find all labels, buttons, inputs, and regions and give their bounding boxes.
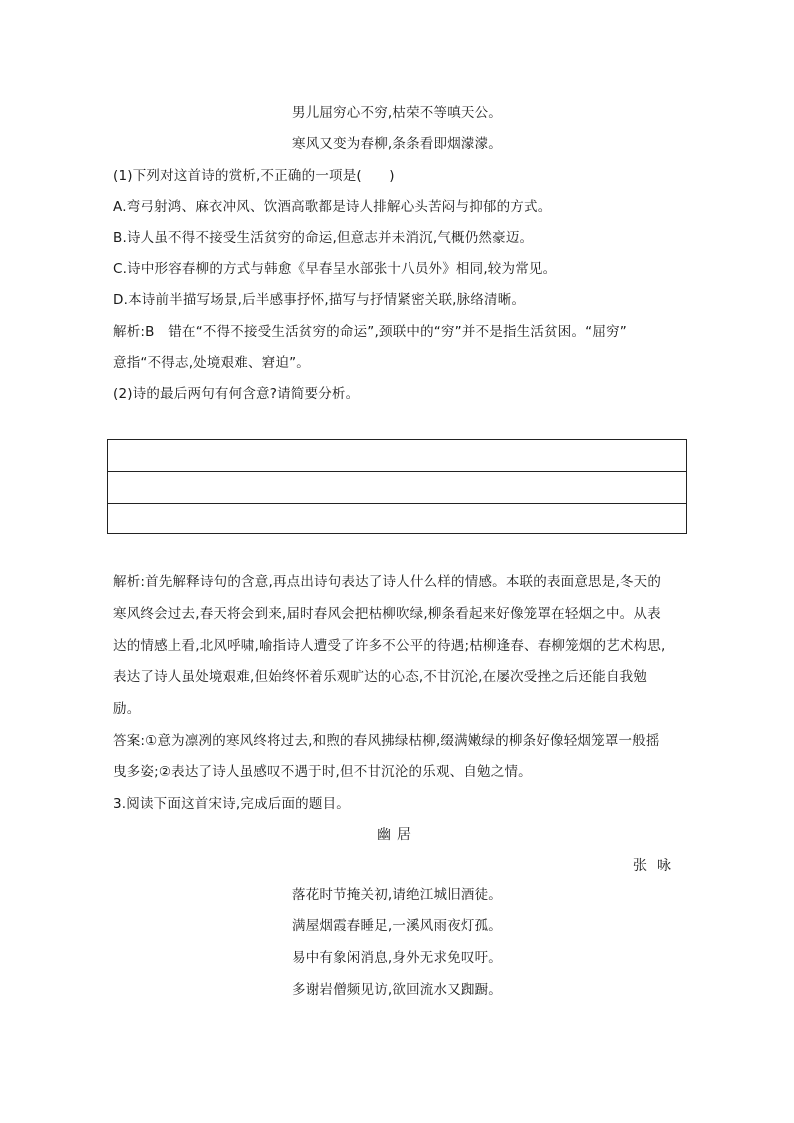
poem2-line-2: 满屋烟霞春睡足,一溪风雨夜灯孤。 bbox=[292, 918, 502, 934]
poem2-line-4: 多谢岩僧频见访,欲回流水又踟蹰。 bbox=[292, 982, 502, 998]
q1-analysis-line-1: 解析:B 错在“不得不接受生活贫穷的命运”,颈联中的“穷”并不是指生活贫困。“屈穷” bbox=[113, 324, 627, 340]
question-2-stem: (2)诗的最后两句有何含意?请简要分析。 bbox=[113, 386, 360, 402]
poem-line-2: 寒风又变为春柳,条条看即烟濛濛。 bbox=[292, 136, 502, 152]
q2-analysis-line-3: 达的情感上看,北风呼啸,喻指诗人遭受了许多不公平的待遇;枯柳逢春、春柳笼烟的艺术构思, bbox=[113, 638, 666, 654]
answer-rule-2 bbox=[108, 503, 686, 504]
question-3-stem: 3.阅读下面这首宋诗,完成后面的题目。 bbox=[113, 796, 350, 812]
poem2-line-1: 落花时节掩关初,请绝江城旧酒徒。 bbox=[292, 887, 502, 903]
q2-analysis-line-1: 解析:首先解释诗句的含意,再点出诗句表达了诗人什么样的情感。本联的表面意思是,冬天的 bbox=[113, 574, 662, 590]
answer-lines-box[interactable] bbox=[107, 439, 687, 534]
q2-analysis-line-5: 励。 bbox=[113, 701, 141, 717]
answer-rule-1 bbox=[108, 471, 686, 472]
poem-author: 张咏 bbox=[633, 858, 681, 874]
poem-line-1: 男儿屈穷心不穷,枯荣不等嗔天公。 bbox=[292, 105, 502, 121]
poem2-line-3: 易中有象闲消息,身外无求免叹吁。 bbox=[292, 950, 502, 966]
option-d: D.本诗前半描写场景,后半感事抒怀,描写与抒情紧密关联,脉络清晰。 bbox=[113, 292, 526, 308]
poem-title: 幽居 bbox=[377, 827, 417, 843]
option-a: A.弯弓射鸿、麻衣冲风、饮酒高歌都是诗人排解心头苦闷与抑郁的方式。 bbox=[113, 199, 552, 215]
q2-answer-line-1: 答案:①意为凛冽的寒风终将过去,和煦的春风拂绿枯柳,缀满嫩绿的柳条好像轻烟笼罩一般摇 bbox=[113, 733, 660, 749]
q2-analysis-line-4: 表达了诗人虽处境艰难,但始终怀着乐观旷达的心态,不甘沉沦,在屡次受挫之后还能自我勉 bbox=[113, 669, 648, 685]
q2-analysis-line-2: 寒风终会过去,春天将会到来,届时春风会把枯柳吹绿,柳条看起来好像笼罩在轻烟之中。从表 bbox=[113, 606, 661, 622]
option-b: B.诗人虽不得不接受生活贫穷的命运,但意志并未消沉,气概仍然豪迈。 bbox=[113, 230, 534, 246]
option-c: C.诗中形容春柳的方式与韩愈《早春呈水部张十八员外》相同,较为常见。 bbox=[113, 261, 557, 277]
q1-analysis-line-2: 意指“不得志,处境艰难、窘迫”。 bbox=[113, 355, 310, 371]
question-1-stem: (1)下列对这首诗的赏析,不正确的一项是( ) bbox=[113, 168, 395, 184]
q2-answer-line-2: 曳多姿;②表达了诗人虽感叹不遇于时,但不甘沉沦的乐观、自勉之情。 bbox=[113, 764, 532, 780]
